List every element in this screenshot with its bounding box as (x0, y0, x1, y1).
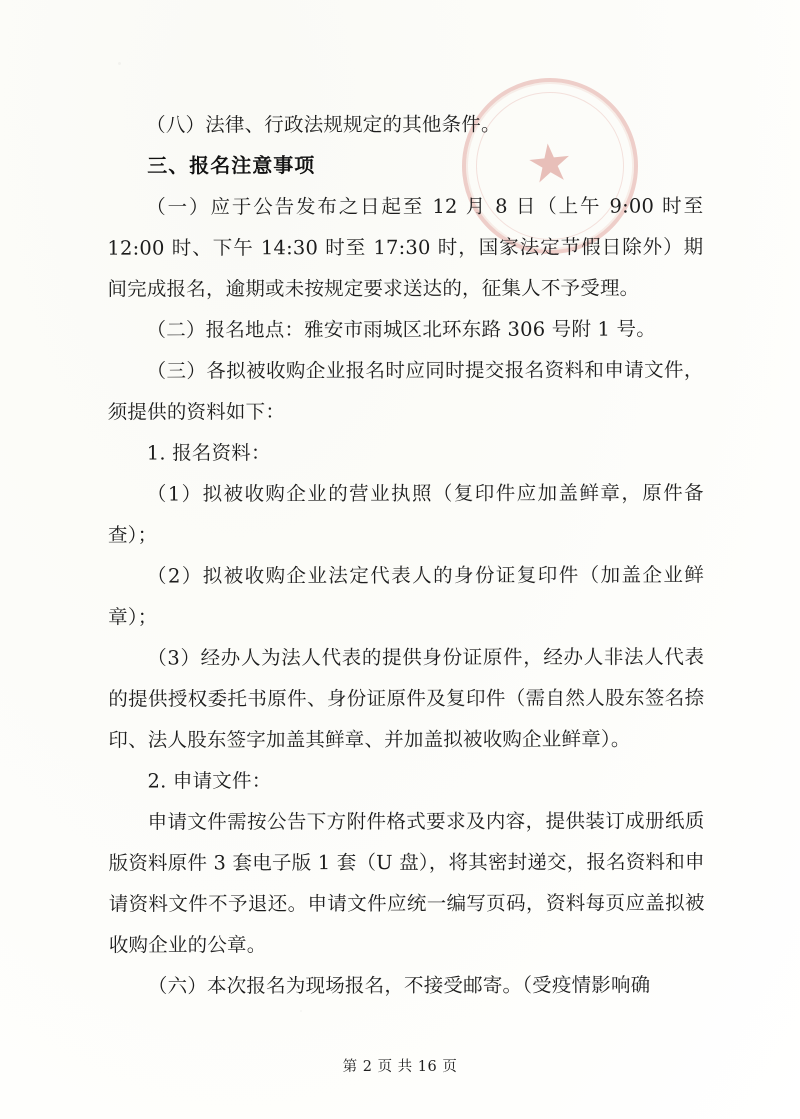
paragraph-item-2-registration-place: （二）报名地点：雅安市雨城区北环东路 306 号附 1 号。 (146, 317, 656, 342)
paragraph-item-8-other-conditions: （八）法律、行政法规规定的其他条件。 (146, 112, 501, 137)
paragraph-item-6-onsite-registration: （六）本次报名为现场报名，不接受邮寄。（受疫情影响确 (147, 973, 651, 998)
paragraph-sub-2-body: 申请文件需按公告下方附件格式要求及内容，提供装订成册纸质版资料原件 3 套电子版 1 套（U 盘），将其密封递交，报名资料和申请资料文件不予退还。申请文件应统一编写页码，资料每页应盖拟被收购企业的公章。 (108, 809, 705, 957)
paragraph-sub-1-3-agent-id: （3）经办人为法人代表的提供身份证原件，经办人非法人代表的提供授权委托书原件、身份证原件及复印件（需自然人股东签名捺印、法人股东签字加盖其鲜章、并加盖拟被收购企业鲜章）。 (108, 645, 705, 752)
heading-section-3: 三、报名注意事项 (147, 153, 316, 178)
paragraph-item-1-registration-time: （一）应于公告发布之日起至 12 月 8 日（上午 9:00 时至 12:00 时、下午 14:30 时至 17:30 时，国家法定节假日除外）期间完成报名，逾期或未按规定要求送达的，征集人不予受理。 (107, 194, 704, 301)
seal-star-icon: ★ (523, 131, 577, 197)
paper-speckle (300, 1010, 302, 1012)
page-footer: 第 2 页 共 16 页 (342, 1059, 458, 1075)
paragraph-sub-1-1-business-license: （1）拟被收购企业的营业执照（复印件应加盖鲜章，原件备查）； (107, 481, 704, 547)
paragraph-sub-2-title: 2. 申请文件： (147, 769, 272, 793)
paragraph-sub-1-title: 1. 报名资料： (146, 441, 271, 465)
paper-speckle (118, 62, 121, 65)
paragraph-sub-1-2-legal-rep-id: （2）拟被收购企业法定代表人的身份证复印件（加盖企业鲜章）； (108, 563, 705, 629)
document-body (107, 103, 705, 1006)
paragraph-item-3-materials-intro: （三）各拟被收购企业报名时应同时提交报名资料和申请文件，须提供的资料如下： (107, 358, 704, 424)
